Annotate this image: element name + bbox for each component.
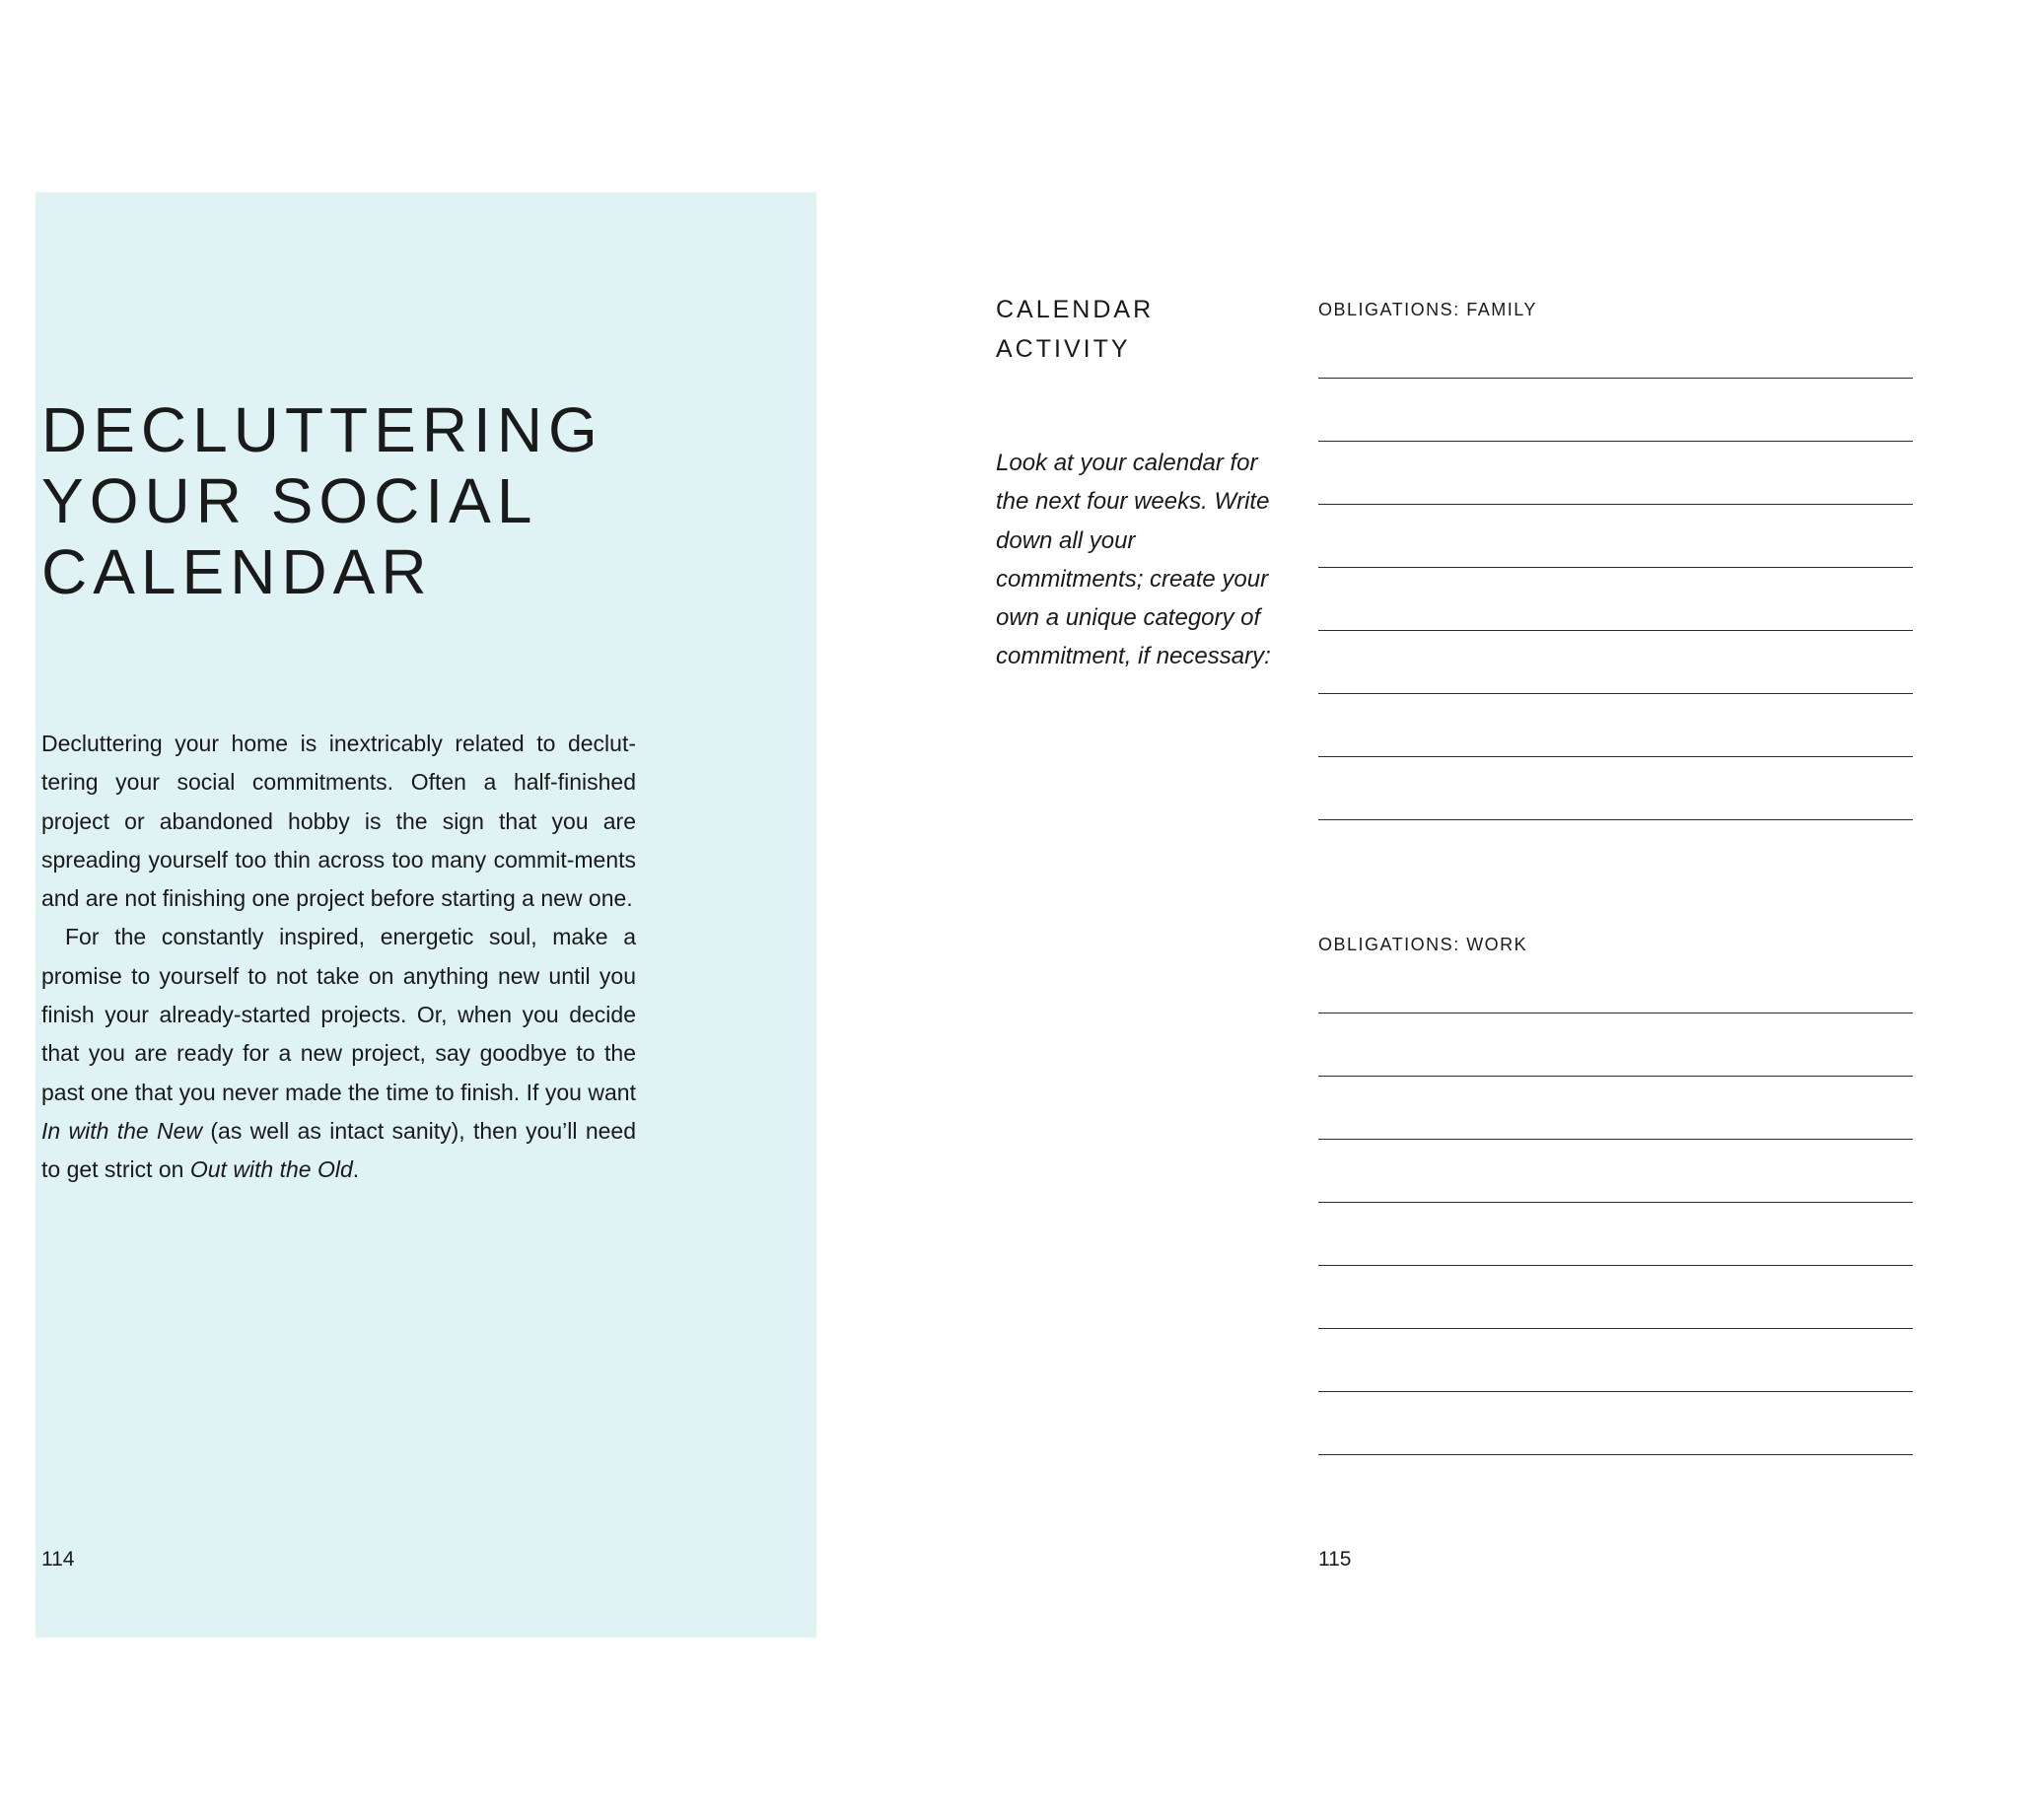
writing-line[interactable] <box>1318 1139 1913 1140</box>
body-paragraph-1: Decluttering your home is inextricably related to declut-tering your social commitments. Often a half-finished project or abandoned hobby is the sign that you are spreading yourself too thin across too many commit-ments and are not finishing one project before starting a new one. <box>41 731 636 912</box>
page-title <box>41 394 603 607</box>
paragraph-2-part-1: For the constantly inspired, energetic soul, make a promise to yourself to not take on anything new until you finish your already-started projects. Or, when you decide that you are ready for a new project, say goodbye to the past one that you never made the time to finish. If you want <box>41 924 636 1105</box>
title-line-1: DECLUTTERING <box>41 394 603 465</box>
body-text <box>41 725 636 1190</box>
writing-line[interactable] <box>1318 756 1913 757</box>
page-number-left: 114 <box>41 1548 75 1571</box>
writing-line[interactable] <box>1318 630 1913 631</box>
emphasis-out-with-the-old: Out with the Old <box>189 1156 353 1183</box>
writing-line[interactable] <box>1318 1076 1913 1077</box>
page-number-right: 115 <box>1318 1548 1352 1571</box>
writing-line[interactable] <box>1318 1454 1913 1455</box>
body-paragraph-2 <box>41 918 636 1189</box>
activity-heading-line-1: CALENDAR <box>996 296 1155 323</box>
writing-line[interactable] <box>1318 1328 1913 1329</box>
writing-line[interactable] <box>1318 441 1913 442</box>
activity-heading <box>996 290 1154 369</box>
writing-line[interactable] <box>1318 1202 1913 1203</box>
work-obligations-label: OBLIGATIONS: WORK <box>1318 935 1528 954</box>
title-line-3: CALENDAR <box>41 536 433 607</box>
writing-line[interactable] <box>1318 504 1913 505</box>
title-line-2: YOUR SOCIAL <box>41 465 538 536</box>
paragraph-2-part-3: . <box>352 1156 360 1183</box>
writing-line[interactable] <box>1318 378 1913 379</box>
emphasis-in-with-the-new: In with the New <box>41 1117 203 1144</box>
writing-line[interactable] <box>1318 1391 1913 1392</box>
activity-instructions: Look at your calendar for the next four weeks. Write down all your commitments; create your own a unique category of commitment, if necessary: <box>996 450 1271 670</box>
writing-line[interactable] <box>1318 819 1913 820</box>
writing-line[interactable] <box>1318 1265 1913 1266</box>
writing-line[interactable] <box>1318 567 1913 568</box>
family-obligations-label: OBLIGATIONS: FAMILY <box>1318 300 1537 319</box>
writing-line[interactable] <box>1318 693 1913 694</box>
activity-heading-line-2: ACTIVITY <box>996 335 1131 363</box>
paragraph-2-part-2: (as well as intact sanity), then you’ll need to get strict on <box>41 1117 636 1183</box>
